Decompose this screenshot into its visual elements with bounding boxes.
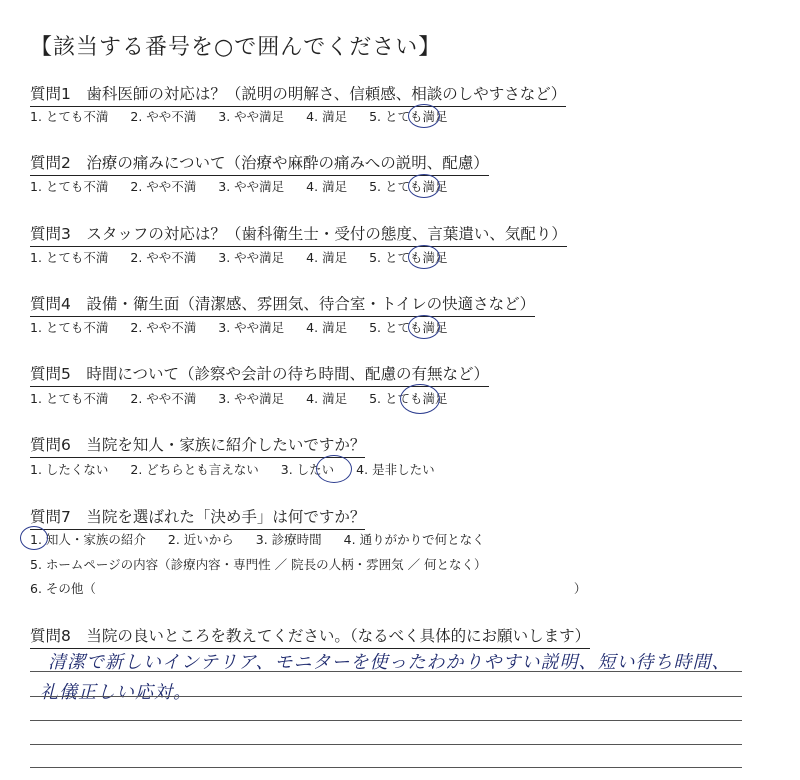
q7-other-label: 6. その他（ [30,581,96,596]
question-1-options [30,107,465,125]
answer-line-2 [30,696,742,697]
q3-option-4[interactable]: 4. 満足 [306,250,348,265]
q1-answer-circle [408,104,440,128]
q1-option-3[interactable]: 3. やや満足 [218,109,285,124]
question-7-title: 質問7 当院を選ばれた「決め手」は何ですか？ [30,505,365,530]
q3-option-3[interactable]: 3. やや満足 [218,250,285,265]
answer-line-5 [30,767,742,768]
q7-other-close: ） [573,581,587,596]
question-8-title: 質問8 当院の良いところを教えてください。（なるべく具体的にお願いします） [30,624,590,649]
q3-answer-circle [408,245,440,269]
question-5-title: 質問5 時間について（診察や会計の待ち時間、配慮の有無など） [30,362,489,387]
q4-option-3[interactable]: 3. やや満足 [218,320,285,335]
q2-option-2[interactable]: 2. やや不満 [130,179,197,194]
q6-option-1[interactable]: 1. したくない [30,462,109,477]
q7-option-4[interactable]: 4. 通りがかりで何となく [343,532,485,547]
question-1-title: 質問1 歯科医師の対応は？（説明の明解さ、信頼感、相談のしやすさなど） [30,82,566,107]
question-4-options [30,318,465,336]
q6-option-3[interactable]: 3. したい [280,462,335,477]
q3-option-1[interactable]: 1. とても不満 [30,250,109,265]
question-7-options [30,530,503,548]
q1-option-2[interactable]: 2. やや不満 [130,109,197,124]
question-3-options [30,248,465,266]
q2-option-5[interactable]: 5. とても満足 [369,179,448,194]
q2-option-1[interactable]: 1. とても不満 [30,179,109,194]
question-6-title: 質問6 当院を知人・家族に紹介したいですか？ [30,433,365,458]
answer-line-1 [30,671,742,672]
handwritten-answer-line-1: 清潔で新しいインテリア、モニターを使ったわかりやすい説明、短い待ち時間、 [48,652,731,673]
answer-line-4 [30,744,742,745]
q5-option-5[interactable]: 5. とても満足 [369,391,448,406]
q6-option-4[interactable]: 4. 是非したい [356,462,435,477]
q2-answer-circle [408,174,440,198]
q6-answer-circle [316,455,352,483]
q1-option-5[interactable]: 5. とても満足 [369,109,448,124]
q5-option-2[interactable]: 2. やや不満 [130,391,197,406]
instruction-header: 【該当する番号を○で囲んでください】 [30,35,442,60]
q7-option-2[interactable]: 2. 近いから [167,532,234,547]
q4-option-1[interactable]: 1. とても不満 [30,320,109,335]
q2-option-4[interactable]: 4. 満足 [306,179,348,194]
handwritten-answer-line-2: 礼儀正しい応対。 [40,682,192,703]
q4-answer-circle [408,315,440,339]
q7-option-6[interactable] [30,579,586,597]
q5-option-3[interactable]: 3. やや満足 [218,391,285,406]
question-3-title: 質問3 スタッフの対応は？（歯科衛生士・受付の態度、言葉遣い、気配り） [30,222,567,247]
q5-option-4[interactable]: 4. 満足 [306,391,348,406]
q7-option-3[interactable]: 3. 診療時間 [255,532,322,547]
q3-option-5[interactable]: 5. とても満足 [369,250,448,265]
question-2-options [30,177,465,195]
q7-option-1[interactable]: 1. 知人・家族の紹介 [30,532,146,547]
answer-line-3 [30,720,742,721]
q2-option-3[interactable]: 3. やや満足 [218,179,285,194]
q7-answer-circle [20,526,48,550]
q6-option-2[interactable]: 2. どちらとも言えない [130,462,259,477]
q4-option-4[interactable]: 4. 満足 [306,320,348,335]
q1-option-1[interactable]: 1. とても不満 [30,109,109,124]
question-4-title: 質問4 設備・衛生面（清潔感、雰囲気、待合室・トイレの快適さなど） [30,292,535,317]
q4-option-5[interactable]: 5. とても満足 [369,320,448,335]
q5-option-1[interactable]: 1. とても不満 [30,391,109,406]
q3-option-2[interactable]: 2. やや不満 [130,250,197,265]
q5-answer-circle [400,384,440,414]
q7-option-5[interactable]: 5. ホームページの内容（診療内容・専門性 ／ 院長の人柄・雰囲気 ／ 何となく） [30,557,487,572]
q1-option-4[interactable]: 4. 満足 [306,109,348,124]
q4-option-2[interactable]: 2. やや不満 [130,320,197,335]
question-2-title: 質問2 治療の痛みについて（治療や麻酔の痛みへの説明、配慮） [30,151,489,176]
question-6-options [30,460,453,478]
